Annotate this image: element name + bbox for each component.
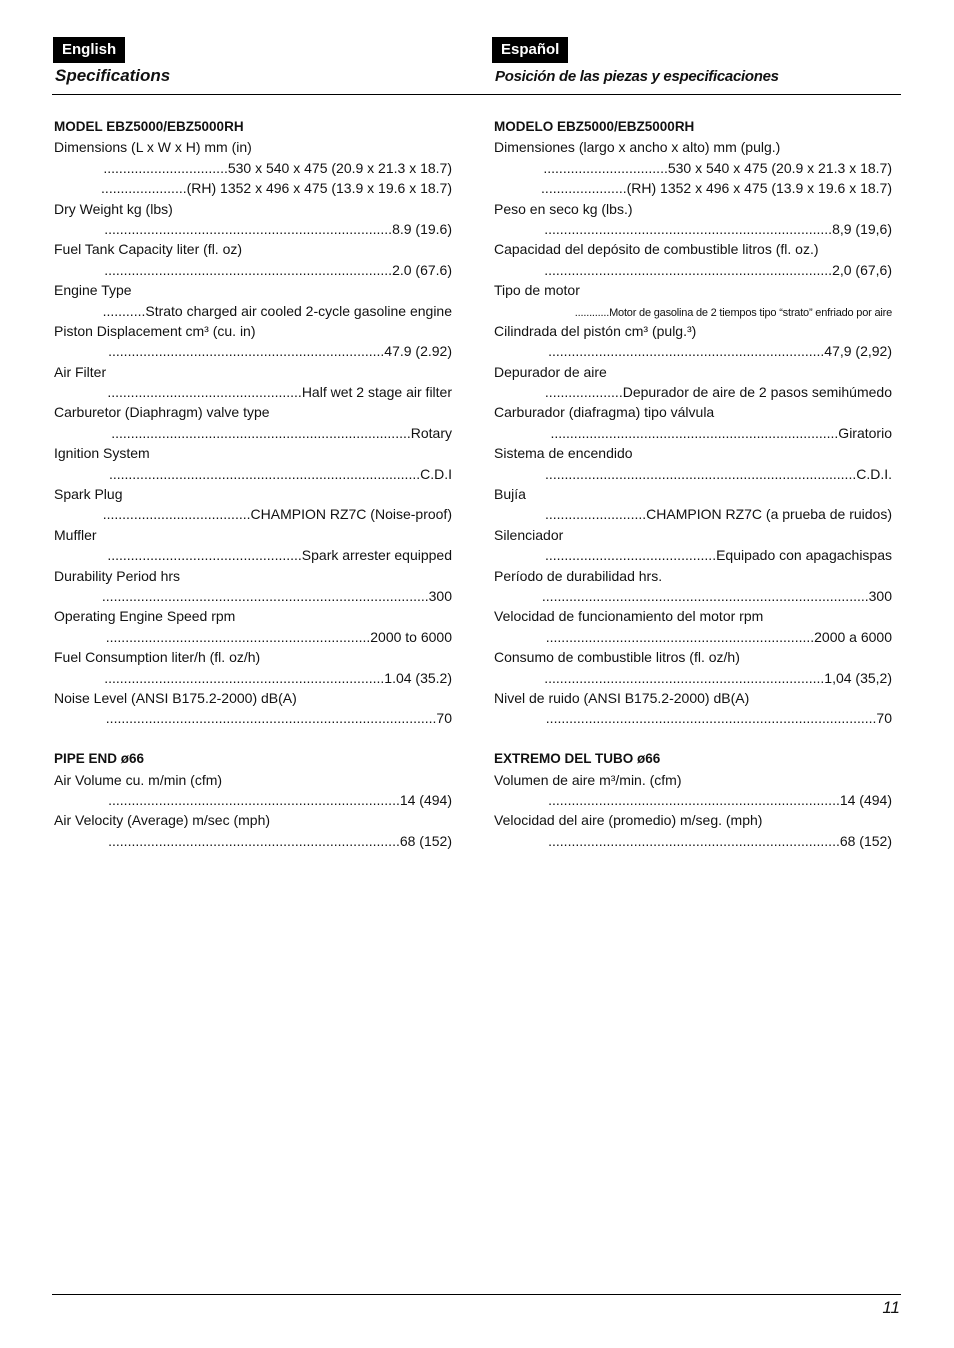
spec-label: Piston Displacement cm³ (cu. in) <box>54 322 256 339</box>
spec-label: Sistema de encendido <box>494 445 633 462</box>
spec-label: Muffler <box>54 526 97 543</box>
spec-value: .............................................................................Rotary <box>111 424 452 441</box>
spec-value: .......................................................................47,9 (2,92) <box>548 343 892 360</box>
spec-label: Dimensiones (largo x ancho x alto) mm (pulg.) <box>494 139 781 156</box>
english-spec-column <box>54 117 452 851</box>
spec-label: Carburador (diafragma) tipo válvula <box>494 404 715 421</box>
spec-value: ............Motor de gasolina de 2 tiempos tipo “strato” enfriado por aire <box>574 306 892 319</box>
spec-value: ..........................................................................Giratorio <box>550 424 892 441</box>
spec-label: Operating Engine Speed rpm <box>54 608 236 625</box>
spec-label: Tipo de motor <box>494 282 580 299</box>
spanish-section-title: Posición de las piezas y especificaciones <box>495 68 779 85</box>
spec-value: ..................................................Half wet 2 stage air filter <box>107 384 452 401</box>
spec-value: ..........................................................................8.9 (19.6) <box>104 220 452 237</box>
spec-label: Velocidad del aire (promedio) m/seg. (mph) <box>494 812 763 829</box>
spec-label: Consumo de combustible litros (fl. oz/h) <box>494 649 740 666</box>
spec-label: Air Filter <box>54 363 107 380</box>
spec-label: Silenciador <box>494 526 564 543</box>
spec-value: ...........................................................................14 (494) <box>548 791 892 808</box>
spec-value: ....................Depurador de aire de 2 pasos semihúmedo <box>544 384 892 401</box>
pipe-spec-list <box>54 770 452 852</box>
spec-value: ........................................................................1,04 (35,2) <box>544 669 892 686</box>
spec-label: Spark Plug <box>54 486 123 503</box>
spanish-spec-column <box>494 117 892 851</box>
spec-label: Carburetor (Diaphragm) valve type <box>54 404 270 421</box>
spec-value: ................................................................................C.D.I. <box>545 465 892 482</box>
header-rule <box>52 94 901 95</box>
spec-label: Noise Level (ANSI B175.2-2000) dB(A) <box>54 689 297 706</box>
spec-value: .....................................................................................70 <box>545 710 892 727</box>
language-tag-english: English <box>53 37 125 63</box>
spec-value: ..........................CHAMPION RZ7C (a prueba de ruidos) <box>545 506 892 523</box>
spec-value: ..........................................................................2.0 (67.6) <box>104 261 452 278</box>
spec-label: Depurador de aire <box>494 363 607 380</box>
pipe-end-title: PIPE END ø66 <box>54 751 145 767</box>
spec-value: ....................................................................2000 to 6000 <box>105 628 452 645</box>
spec-list <box>494 137 892 728</box>
english-section-title: Specifications <box>55 66 171 85</box>
spec-label: Fuel Tank Capacity liter (fl. oz) <box>54 241 243 258</box>
spec-value: .....................................................................................70 <box>105 710 452 727</box>
pipe-spec-list <box>494 770 892 852</box>
model-title: MODELO EBZ5000/EBZ5000RH <box>494 119 695 134</box>
spec-label: Dimensions (L x W x H) mm (in) <box>54 139 252 156</box>
spec-label: Air Volume cu. m/min (cfm) <box>54 771 223 788</box>
spec-value: ......................(RH) 1352 x 496 x 475 (13.9 x 19.6 x 18.7) <box>541 180 892 197</box>
spec-label: Cilindrada del pistón cm³ (pulg.³) <box>494 322 697 339</box>
spec-value: ................................530 x 540 x 475 (20.9 x 21.3 x 18.7) <box>543 159 892 176</box>
model-title: MODEL EBZ5000/EBZ5000RH <box>54 119 244 134</box>
spec-value: ................................530 x 540 x 475 (20.9 x 21.3 x 18.7) <box>103 159 452 176</box>
spec-label: Ignition System <box>54 445 150 462</box>
spec-value: ...........Strato charged air cooled 2-cycle gasoline engine <box>102 302 452 319</box>
spec-list <box>54 137 452 728</box>
spec-label: Engine Type <box>54 282 132 299</box>
spec-value: ......................................CHAMPION RZ7C (Noise-proof) <box>102 506 452 523</box>
spec-label: Durability Period hrs <box>54 567 181 584</box>
spec-label: Fuel Consumption liter/h (fl. oz/h) <box>54 649 261 666</box>
spec-value: ............................................Equipado con apagachispas <box>544 547 892 564</box>
spec-label: Nivel de ruido (ANSI B175.2-2000) dB(A) <box>494 689 750 706</box>
spec-value: ................................................................................C.D.I <box>108 465 452 482</box>
language-tag-spanish: Español <box>492 37 568 63</box>
spec-value: ...........................................................................68 (152) <box>548 832 892 849</box>
spec-value: ....................................................................................300 <box>101 587 452 604</box>
spec-value: ...........................................................................68 (152) <box>108 832 452 849</box>
spec-label: Bujía <box>494 486 526 503</box>
spec-label: Peso en seco kg (lbs.) <box>494 200 633 217</box>
spec-value: ...........................................................................14 (494) <box>108 791 452 808</box>
spec-value: ..................................................Spark arrester equipped <box>107 547 452 564</box>
spec-value: .....................................................................2000 a 6000 <box>545 628 892 645</box>
spec-value: ........................................................................1.04 (35.2) <box>104 669 452 686</box>
spec-label: Volumen de aire m³/min. (cfm) <box>494 771 682 788</box>
spec-value: ....................................................................................300 <box>541 587 892 604</box>
spec-label: Velocidad de funcionamiento del motor rpm <box>494 608 764 625</box>
spec-value: ..........................................................................2,0 (67,6) <box>544 261 892 278</box>
spec-label: Capacidad del depósito de combustible litros (fl. oz.) <box>494 241 819 258</box>
footer-rule <box>52 1294 901 1295</box>
spec-value: ......................(RH) 1352 x 496 x 475 (13.9 x 19.6 x 18.7) <box>101 180 452 197</box>
spec-value: ..........................................................................8,9 (19,6) <box>544 220 892 237</box>
page-number: 11 <box>882 1298 900 1317</box>
spec-label: Dry Weight kg (lbs) <box>54 200 173 217</box>
spec-label: Período de durabilidad hrs. <box>494 567 663 584</box>
spec-value: .......................................................................47.9 (2.92) <box>108 343 452 360</box>
spec-label: Air Velocity (Average) m/sec (mph) <box>54 812 271 829</box>
pipe-end-title: EXTREMO DEL TUBO ø66 <box>494 751 661 767</box>
